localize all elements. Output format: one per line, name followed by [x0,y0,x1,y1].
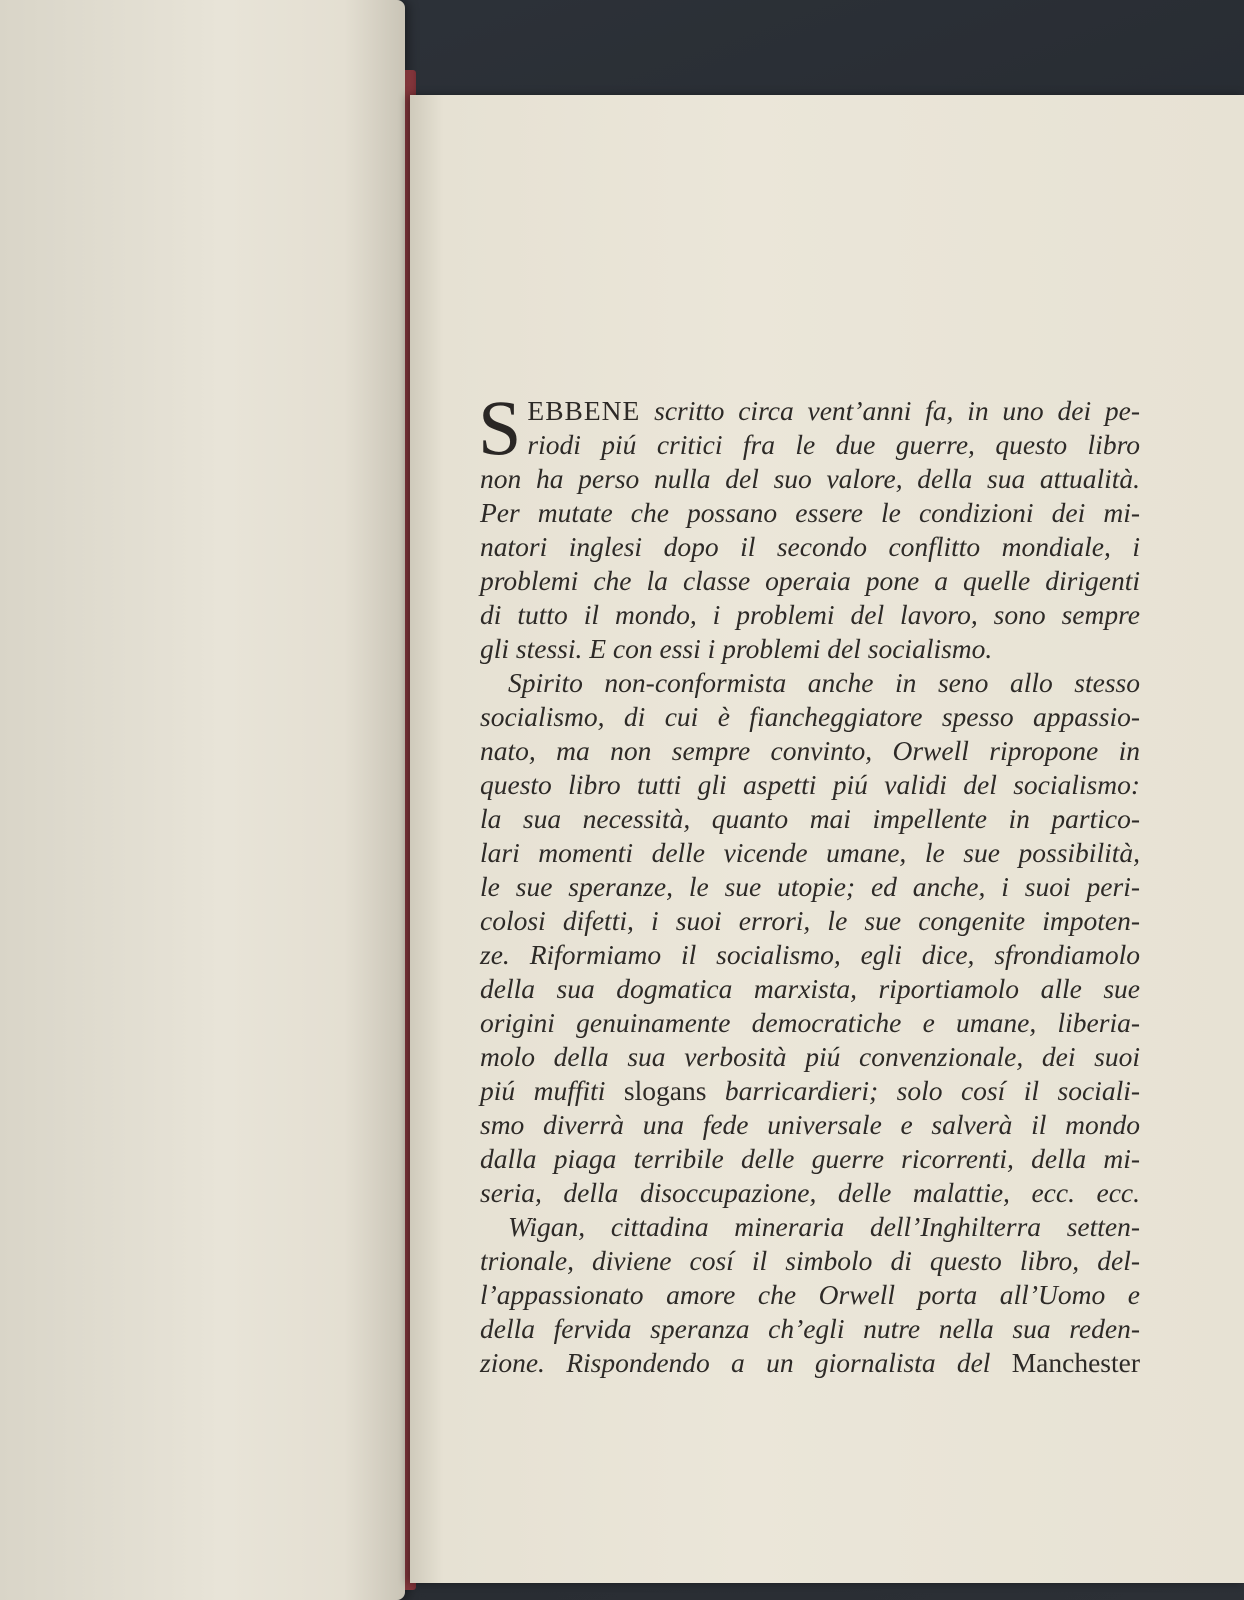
dropcap-letter: S [478,384,522,471]
text-segment: zione. Rispondendo a un giornalista del [480,1347,1012,1378]
text-line: dalla piaga terribile delle guerre ricorrenti, della mi- [480,1143,1140,1174]
text-line: nato, ma non sempre convinto, Orwell ripropone in [480,735,1140,766]
text-line: questo libro tutti gli aspetti piú validi del socialismo: [480,769,1140,800]
text-line: problemi che la classe operaia pone a quelle dirigenti [480,565,1140,596]
text-line: Spirito non-conformista anche in seno allo stesso [508,667,1140,698]
text-line: socialismo, di cui è fiancheggiatore spesso appassio- [480,701,1140,732]
text-line: seria, della disoccupazione, delle malattie, ecc. ecc. [480,1177,1140,1208]
text-line: molo della sua verbosità piú convenzionale, dei suoi [480,1041,1140,1072]
text-line: trionale, diviene cosí il simbolo di questo libro, del- [480,1245,1140,1276]
text-line: della fervida speranza ch’egli nutre nella sua reden- [480,1313,1140,1344]
text-line: della sua dogmatica marxista, riportiamolo alle sue [480,973,1140,1004]
paragraph-1 [478,384,1140,666]
text-line: colosi difetti, i suoi errori, le sue congenite impoten- [480,905,1140,936]
text-line: riodi piú critici fra le due guerre, questo libro [527,429,1140,460]
text-line: ze. Riformiamo il socialismo, egli dice, sfrondiamolo [480,939,1140,970]
text-line: Wigan, cittadina mineraria dell’Inghilterra setten- [508,1211,1140,1242]
text-segment: piú muffiti [480,1075,624,1106]
paragraph-2 [480,666,1140,1210]
text-line: non ha perso nulla del suo valore, della sua attualità. [480,463,1140,494]
page-body-text [478,384,1141,1380]
text-line: lari momenti delle vicende umane, le sue possibilità, [480,837,1140,868]
roman-word: Manchester [1011,1347,1140,1378]
text-segment: barricardieri; solo cosí il sociali- [706,1075,1141,1106]
roman-word: slogans [623,1075,707,1106]
paragraph-3 [480,1210,1140,1380]
text-line: natori inglesi dopo il secondo conflitto mondiale, i [480,531,1140,562]
opening-word: EBBENE [527,395,641,426]
text-line: la sua necessità, quanto mai impellente in partico- [480,803,1140,834]
text-line: di tutto il mondo, i problemi del lavoro, sono sempre [480,599,1140,630]
text-line: l’appassionato amore che Orwell porta all’Uomo e [480,1279,1140,1310]
left-blank-page [0,0,405,1600]
text-line: Per mutate che possano essere le condizioni dei mi- [480,497,1140,528]
text-line: le sue speranze, le sue utopie; ed anche, i suoi peri- [480,871,1140,902]
text-line: scritto circa vent’anni fa, in uno dei pe- [640,395,1140,426]
text-line: smo diverrà una fede universale e salverà il mondo [480,1109,1140,1140]
text-line: gli stessi. E con essi i problemi del socialismo. [480,633,993,664]
text-line: origini genuinamente democratiche e umane, liberia- [480,1007,1140,1038]
